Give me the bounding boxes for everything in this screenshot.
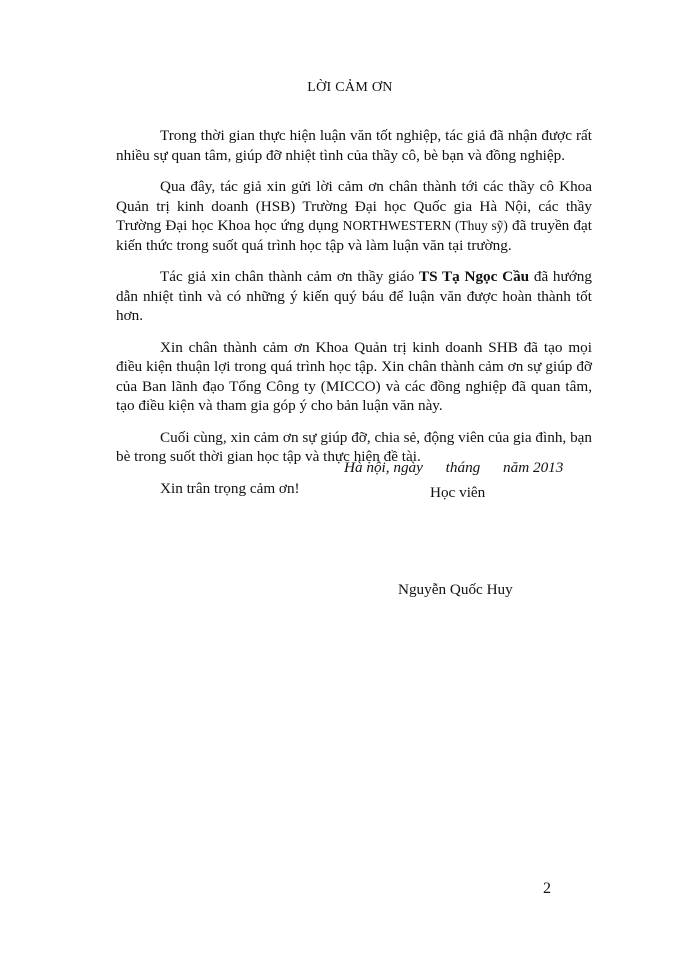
document-body [116,126,592,510]
supervisor-name: TS Tạ Ngọc Cầu [418,268,530,285]
page-number: 2 [543,880,551,897]
paragraph-6: Xin trân trọng cảm ơn! [160,479,300,497]
date-line: Hà nội, ngày tháng năm 2013 [344,459,564,476]
paragraph-2-school-name: NORTHWESTERN (Thuy sỹ) [342,218,508,233]
paragraph-2-text-start: Qua đây, tác giả xin gửi lời cảm ơn chân thành tới các thầy cô Khoa Quản trị kinh doanh (HSB) Trường Đại học Quốc gia Hà Nội, các thầy Trường Đại học Khoa học ứng dụng [116,178,592,234]
paragraph-3 [116,267,592,326]
page-title: LỜI CẢM ƠN [307,80,393,95]
paragraph-5: Cuối cùng, xin cảm ơn sự giúp đỡ, chia sẻ, động viên của gia đình, bạn bè trong suốt thời gian học tập và thực hiện đề tài. [116,428,592,465]
paragraph-3-text-start: Tác giả xin chân thành cảm ơn thầy giáo [160,268,419,285]
paragraph-2-text-end: đã truyền đạt kiến thức trong suốt quá trình học tập và làm luận văn tại trường. [116,217,592,254]
paragraph-3-text-end: đã hướng dẫn nhiệt tình và có những ý kiến quý báu để luận văn được hoàn thành tốt hơn. [116,268,592,324]
paragraph-4: Xin chân thành cảm ơn Khoa Quản trị kinh doanh SHB đã tạo mọi điều kiện thuận lợi trong quá trình học tập. Xin chân thành cảm ơn sự giúp đỡ của Ban lãnh đạo Tổng Công ty (MICCO) và các đồng nghiệp đã quan tâm, tạo điều kiện và tham gia góp ý cho bản luận văn này. [116,338,592,414]
signer-role: Học viên [430,484,486,501]
signer-name: Nguyễn Quốc Huy [398,581,513,598]
paragraph-2 [116,177,592,255]
paragraph-1: Trong thời gian thực hiện luận văn tốt nghiệp, tác giả đã nhận được rất nhiều sự quan tâm, giúp đỡ nhiệt tình của thầy cô, bè bạn và đồng nghiệp. [116,127,592,164]
